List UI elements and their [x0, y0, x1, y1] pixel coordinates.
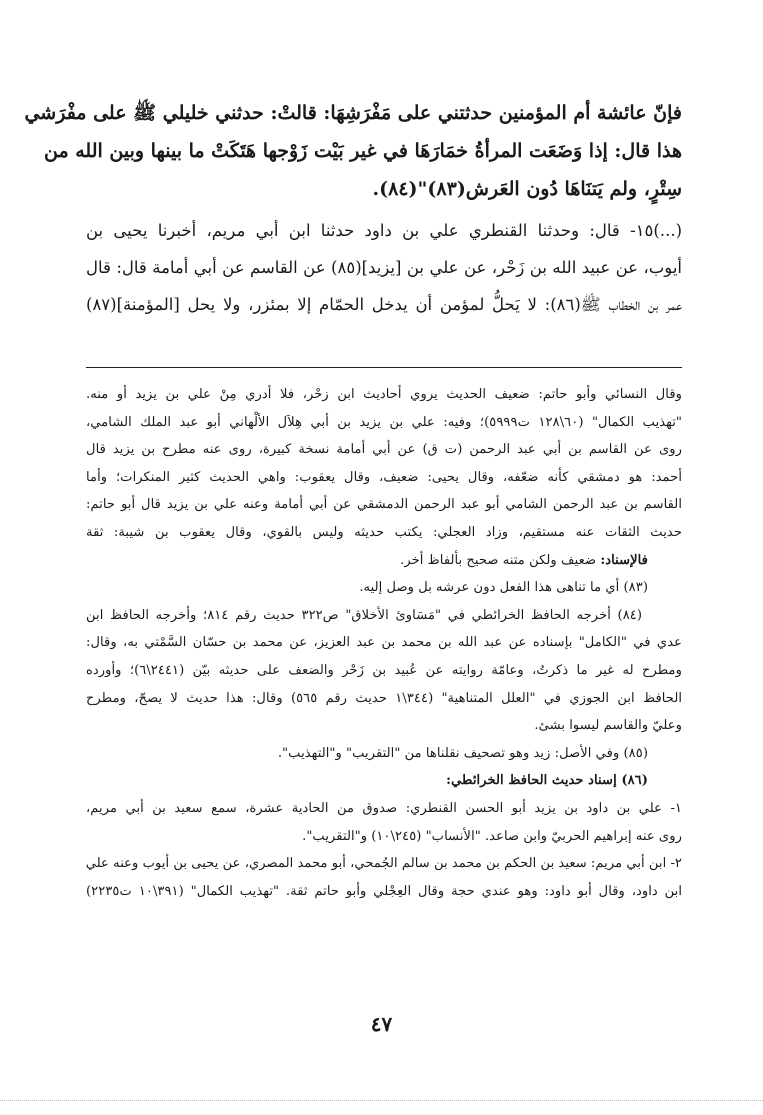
narration-line: (...)١٥- قال: وحدثنا القنطري علي بن داود حدثنا ابن أبي مريم، أخبرنا يحيى بن — [86, 221, 682, 240]
footnote-line: ابن داود، وقال أبو داود: وهو عندي حجة وقال العِجْلي وأبو حاتم ثقة. "تهذيب الكمال" (٣٩١\١٠ ت٢٢٣٥) — [86, 883, 682, 899]
isnad-label: فالإسناد: — [600, 552, 648, 568]
footnote-line: وقال النسائي وأبو حاتم: ضعيف الحديث يروي أحاديث ابن زحْر، فلا أدري مِنْ علي بن يزيد أو منه. — [86, 387, 682, 402]
isnad-text: ضعيف ولكن متنه صحيح بألفاظ أخر. — [400, 552, 601, 568]
hadith-line: فإنّ عائشة أم المؤمنين حدثتني على مَفْرَشِهَا: قالتْ: حدثني خليلي ﷺ على مفْرَشي — [24, 102, 682, 124]
narrator-entry-2: ٢- ابن أبي مريم: سعيد بن الحكم بن محمد بن سالم الجُمحي، أبو محمد المصري، عن يحيى بن أيوب وعنه علي — [85, 856, 682, 872]
narrator-entry-1: ١- علي بن داود بن يزيد أبو الحسن القنطري: صدوق من الحادية عشرة، سمع سعيد بن أبي مريم، — [86, 800, 682, 816]
footnote-86 — [86, 767, 682, 795]
footnote-line: أحمد: هو دمشقي كأنه ضعّفه، وقال يحيى: ضعيف، وقال يعقوب: واهي الحديث كثير المنكرات؛ وأما — [86, 469, 682, 485]
footnote-84: (٨٤) أخرجه الحافظ الخرائطي في "مَسَاوئ الأخلاق" ص٣٢٢ حديث رقم ٨١٤؛ وأخرجه الحافظ ابن — [86, 607, 643, 623]
footnote-83: (٨٣) أي ما تناهى هذا الفعل دون عرشه بل وصل إليه. — [359, 580, 648, 596]
hadith-line: سِتْرٍ، ولم يَتنَاهَا دُون العَرش(٨٣)"(٨٤). — [372, 178, 682, 200]
footnote-line: روى عنه إبراهيم الحربيّ وابن صاعد. "الأنساب" (٢٤٥\١٠) و"التقريب". — [302, 828, 682, 844]
footnote-separator — [86, 367, 682, 368]
footnote-85: (٨٥) وفي الأصل: زيد وهو تصحيف نقلناها من "التقريب" و"التهذيب". — [277, 745, 648, 761]
narration-line: عمر بن الخطاب ﷺ(٨٦): لا يَحلُّ لمؤمن أن يدخل الحمّام إلا بمئزر، ولا يحل [المؤمنة](٨٧) — [86, 295, 683, 314]
narration-line: أيوب، عن عبيد الله بن زَحْر، عن علي بن [يزيد](٨٥) عن القاسم عن أبي أمامة قال: قال — [86, 258, 682, 277]
footnote-line: القاسم بن عبد الرحمن الشامي أبو عبد الرحمن الدمشقي عن أبي أمامة وعنه علي بن يزيد قال أبو حاتم: — [86, 497, 682, 513]
footnote-line: ومطرح له غير ما ذكرتُ، وعامّة روايته عن عُبيد بن زَحْر والضعف على حديثه بيّن (٢٤٤١\٦)؛ وأورده — [86, 662, 682, 678]
footnote-line: عدي في "الكامل" بإسناده عن عبد الله بن محمد بن عبد العزيز، عن محمد بن حسّان السَّمْتي به، وقال: — [86, 635, 682, 651]
page-number: ٤٧ — [370, 1012, 393, 1036]
footnote-86-label: (٨٦) إسناد حديث الحافظ الخرائطي: — [446, 773, 648, 789]
footnote-line: حديث الثقات عنه مستقيم، وزاد العجلي: يكتب حديثه وليس بالقوي، وقال يعقوب بن شيبة: ثقة — [86, 524, 682, 540]
scan-edge-line — [0, 1100, 763, 1101]
isnad-verdict — [86, 547, 682, 575]
footnote-line: روى عن القاسم بن أبي عبد الرحمن (ت ق) عن أبي أمامة نسخة كبيرة، روى عنه مطرح بن يزيد قال — [86, 442, 682, 458]
main-text — [24, 94, 683, 323]
footnotes — [86, 381, 682, 905]
footnote-line: الحافظ ابن الجوزي في "العلل المتناهية" (٣٤٤\١ حديث رقم ٥٦٥) وقال: هذا حديث لا يصحّ، ومطرح — [86, 690, 683, 706]
footnote-line: "تهذيب الكمال" (٦٠\١٢٨ ت٥٩٩٩)؛ وفيه: علي بن يزيد بن أبي هِلاَل الألْهاني أبو عبد الملك الشامي، — [86, 414, 682, 430]
footnote-line: وعليّ والقاسم ليسوا بشئ. — [534, 718, 682, 734]
hadith-line: هذا قال: إذا وَضَعَت المرأةُ خمَارَهَا في غير بَيْت زَوْجها هَتَكَتْ ما بينها وبين الله من — [43, 140, 682, 162]
